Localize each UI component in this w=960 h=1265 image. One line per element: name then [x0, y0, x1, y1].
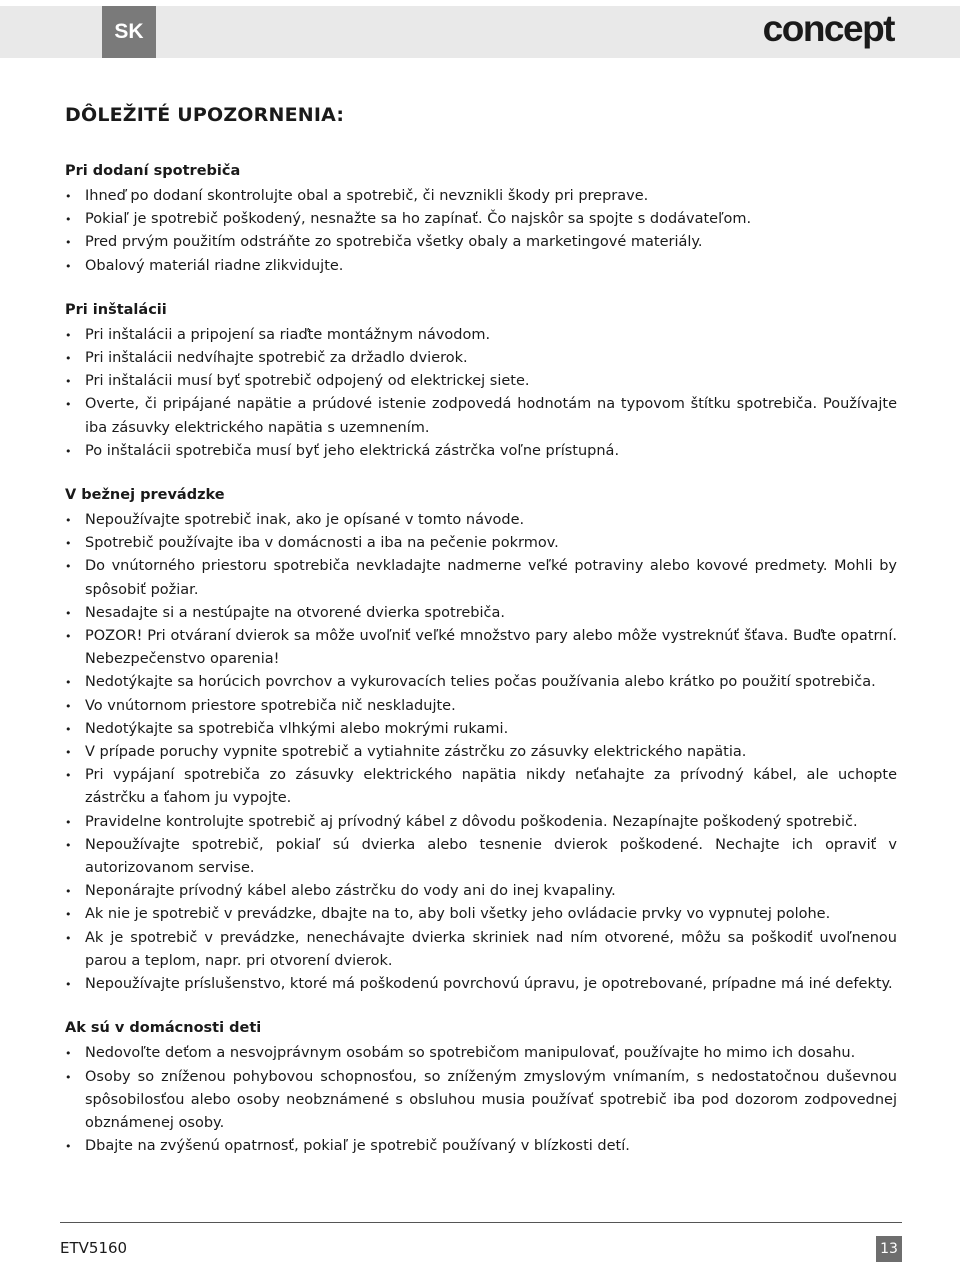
list-item: • Nedotýkajte sa spotrebiča vlhkými alebo mokrými rukami. [65, 718, 897, 741]
list-item: • Pri inštalácii a pripojení sa riaďte montážnym návodom. [65, 324, 897, 347]
section [65, 484, 897, 996]
list-item: • Nedotýkajte sa horúcich povrchov a vykurovacích telies počas používania alebo krátko po použití spotrebiča. [65, 671, 897, 694]
list-item: • Pri inštalácii musí byť spotrebič odpojený od elektrickej siete. [65, 370, 897, 393]
list-item: • Neponárajte prívodný kábel alebo zástrčku do vody ani do inej kvapaliny. [65, 880, 897, 903]
section [65, 299, 897, 463]
list-item: • Nedovoľte deťom a nesvojprávnym osobám so spotrebičom manipulovať, používajte ho mimo ich dosahu. [65, 1042, 897, 1065]
list-item: • Vo vnútornom priestore spotrebiča nič neskladujte. [65, 695, 897, 718]
list-item: • Pravidelne kontrolujte spotrebič aj prívodný kábel z dôvodu poškodenia. Nezapínajte poškodený spotrebič. [65, 811, 897, 834]
list-item: • Po inštalácii spotrebiča musí byť jeho elektrická zástrčka voľne prístupná. [65, 440, 897, 463]
list-item: • POZOR! Pri otváraní dvierok sa môže uvoľniť veľké množstvo pary alebo môže vystreknúť šťava. Buďte opatrní. Nebezpečenstvo oparenia! [65, 625, 897, 671]
section [65, 1017, 897, 1158]
bullet-list [65, 1042, 897, 1158]
model-number: ETV5160 [60, 1239, 128, 1257]
section-heading: Ak sú v domácnosti deti [65, 1020, 262, 1037]
list-item: • Ak nie je spotrebič v prevádzke, dbajte na to, aby boli všetky jeho ovládacie prvky vo vypnutej polohe. [65, 903, 897, 926]
list-item: • Nepoužívajte spotrebič, pokiaľ sú dvierka alebo tesnenie dvierok poškodené. Nechajte ich opraviť v autorizovanom servise. [65, 834, 897, 880]
list-item: • Pokiaľ je spotrebič poškodený, nesnažte sa ho zapínať. Čo najskôr sa spojte s dodávateľom. [65, 208, 897, 231]
section-heading: Pri dodaní spotrebiča [65, 163, 241, 179]
list-item: • Nesadajte si a nestúpajte na otvorené dvierka spotrebiča. [65, 602, 897, 625]
list-item: • Pri vypájaní spotrebiča zo zásuvky elektrického napätia nikdy neťahajte za prívodný kábel, ale uchopte zástrčku a ťahom ju vypojte. [65, 764, 897, 810]
section [65, 160, 897, 278]
list-item: • Dbajte na zvýšenú opatrnosť, pokiaľ je spotrebič používaný v blízkosti detí. [65, 1135, 897, 1158]
list-item: • Osoby so zníženou pohybovou schopnosťou, so zníženým zmyslovým vnímaním, s nedostatočnou duševnou spôsobilosťou alebo osoby neobznámené s obsluhou musia používať spotrebič iba pod dozorom zodpovednej obznámenej osoby. [65, 1066, 897, 1136]
section-heading: Pri inštalácii [65, 301, 167, 318]
list-item: • V prípade poruchy vypnite spotrebič a vytiahnite zástrčku zo zásuvky elektrického napätia. [65, 741, 897, 764]
list-item: • Pri inštalácii nedvíhajte spotrebič za držadlo dvierok. [65, 347, 897, 370]
bullet-list [65, 324, 897, 463]
list-item: • Obalový materiál riadne zlikvidujte. [65, 255, 897, 278]
list-item: • Ihneď po dodaní skontrolujte obal a spotrebič, či nevznikli škody pri preprave. [65, 185, 897, 208]
language-badge: SK [102, 6, 156, 58]
list-item: • Spotrebič používajte iba v domácnosti a iba na pečenie pokrmov. [65, 532, 897, 555]
list-item: • Nepoužívajte spotrebič inak, ako je opísané v tomto návode. [65, 509, 897, 532]
brand-logo: concept [762, 8, 894, 49]
list-item: • Pred prvým použitím odstráňte zo spotrebiča všetky obaly a marketingové materiály. [65, 231, 897, 254]
section-heading: V bežnej prevádzke [65, 487, 225, 504]
bullet-list [65, 509, 897, 996]
list-item: • Nepoužívajte príslušenstvo, ktoré má poškodenú povrchovú úpravu, je opotrebované, prípadne má iné defekty. [65, 973, 897, 996]
list-item: • Overte, či pripájané napätie a prúdové istenie zodpovedá hodnotám na typovom štítku spotrebiča. Používajte iba zásuvky elektrického napätia s uzemnením. [65, 393, 897, 439]
list-item: • Do vnútorného priestoru spotrebiča nevkladajte nadmerne veľké potraviny alebo kovové predmety. Mohli by spôsobiť požiar. [65, 555, 897, 601]
bullet-list [65, 185, 897, 278]
page-number: 13 [876, 1236, 902, 1262]
sections-container [65, 160, 897, 1158]
list-item: • Ak je spotrebič v prevádzke, nenechávajte dvierka skriniek nad ním otvorené, môžu sa poškodiť uvoľnenou parou a teplom, napr. pri otvorení dvierok. [65, 927, 897, 973]
document-content [65, 104, 897, 1179]
page-title: DÔLEŽITÉ UPOZORNENIA: [65, 104, 345, 126]
footer-divider [60, 1222, 902, 1223]
